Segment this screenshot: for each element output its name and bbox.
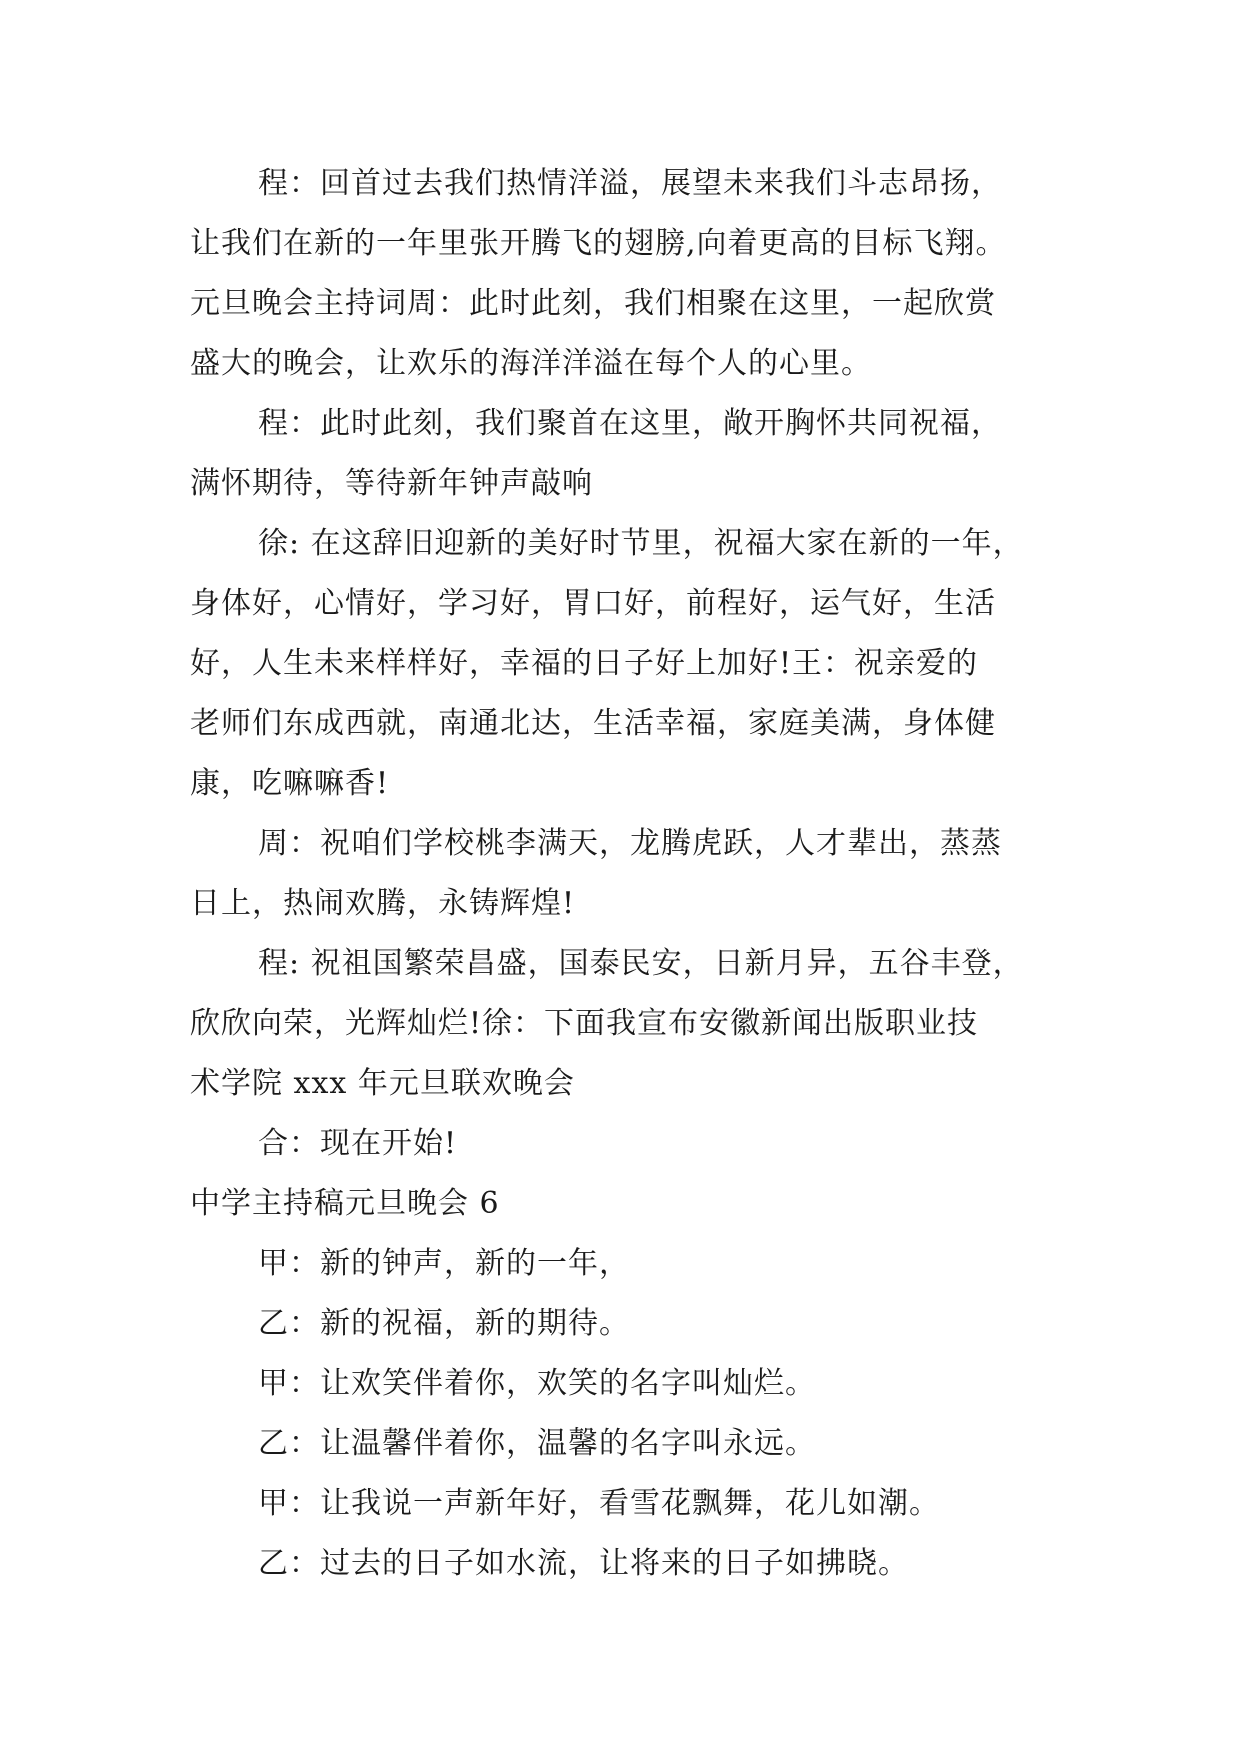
text-line: 身体好，心情好，学习好，胃口好，前程好，运气好，生活 <box>190 586 996 621</box>
text-line: 好，人生未来样样好，幸福的日子好上加好!王：祝亲爱的 <box>190 646 979 681</box>
text-line: 日上，热闹欢腾，永铸辉煌! <box>190 886 576 921</box>
text-line: 术学院 xxx 年元旦联欢晚会 <box>190 1066 575 1101</box>
text-line: 满怀期待，等待新年钟声敲响 <box>190 466 593 501</box>
text-line: 老师们东成西就，南通北达，生活幸福，家庭美满，身体健 <box>190 706 996 741</box>
text-line: 周：祝咱们学校桃李满天，龙腾虎跃，人才辈出，蒸蒸 <box>258 826 1002 861</box>
text-line: 欣欣向荣，光辉灿烂!徐：下面我宣布安徽新闻出版职业技 <box>190 1006 979 1041</box>
text-line: 元旦晚会主持词周：此时此刻，我们相聚在这里，一起欣赏 <box>190 286 996 321</box>
text-line: 康，吃嘛嘛香! <box>190 766 390 801</box>
text-line: 合：现在开始! <box>258 1126 458 1161</box>
text-line: 盛大的晚会，让欢乐的海洋洋溢在每个人的心里。 <box>190 346 872 381</box>
text-line: 程：此时此刻，我们聚首在这里，敞开胸怀共同祝福， <box>258 406 1002 441</box>
text-line: 徐: 在这辞旧迎新的美好时节里，祝福大家在新的一年， <box>258 526 1024 561</box>
text-line: 甲：新的钟声，新的一年， <box>258 1246 630 1281</box>
text-line: 乙：让温馨伴着你，温馨的名字叫永远。 <box>258 1426 816 1461</box>
text-line: 程：回首过去我们热情洋溢，展望未来我们斗志昂扬， <box>258 166 1002 201</box>
text-line: 乙：新的祝福，新的期待。 <box>258 1306 630 1341</box>
text-line: 乙：过去的日子如水流，让将来的日子如拂晓。 <box>258 1546 909 1581</box>
text-line: 甲：让欢笑伴着你，欢笑的名字叫灿烂。 <box>258 1366 816 1401</box>
text-line: 让我们在新的一年里张开腾飞的翅膀,向着更高的目标飞翔。 <box>190 226 1007 261</box>
text-line: 程: 祝祖国繁荣昌盛，国泰民安，日新月异，五谷丰登， <box>258 946 1024 981</box>
section-heading: 中学主持稿元旦晚会 6 <box>190 1186 500 1221</box>
text-line: 甲：让我说一声新年好，看雪花飘舞，花儿如潮。 <box>258 1486 940 1521</box>
